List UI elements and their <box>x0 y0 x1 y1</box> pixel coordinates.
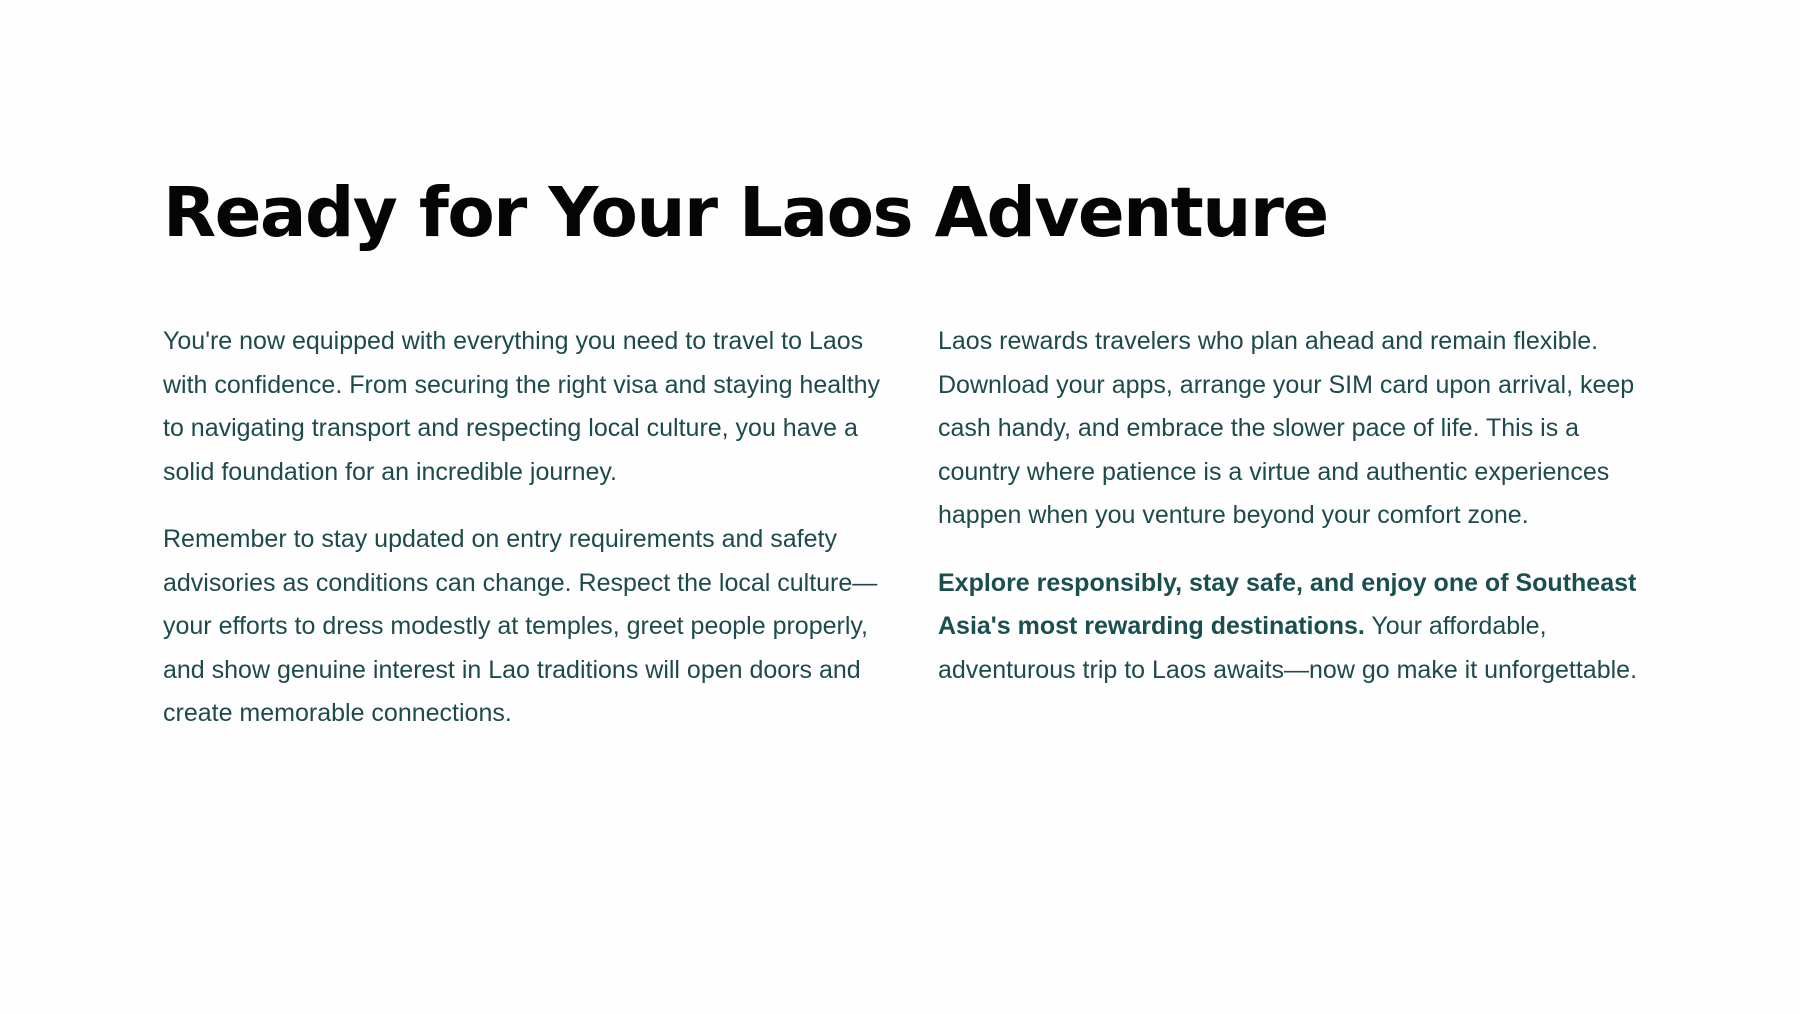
left-paragraph-1: You're now equipped with everything you need to travel to Laos with confidence. From securing the right visa and staying healthy to navigating transport and respecting local culture, you have a solid foundation for an incredible journey. <box>163 327 881 486</box>
right-paragraph-1: Laos rewards travelers who plan ahead and remain flexible. Download your apps, arrange your SIM card upon arrival, keep cash handy, and embrace the slower pace of life. This is a country where patience is a virtue and authentic experiences happen when you venture beyond your comfort zone. <box>938 327 1635 529</box>
right-paragraph-2 <box>938 562 1658 693</box>
left-column <box>163 320 883 760</box>
right-paragraph-2-emphasis: Explore responsibly, stay safe, and enjoy one of Southeast Asia's most rewarding destinations. <box>938 568 1637 640</box>
page-title: Ready for Your Laos Adventure <box>163 173 1328 253</box>
right-paragraph-2-rest: Your affordable, adventurous trip to Laos awaits—now go make it unforgettable. <box>938 612 1638 684</box>
left-paragraph-2: Remember to stay updated on entry requirements and safety advisories as conditions can change. Respect the local culture—your efforts to dress modestly at temples, greet people properly, and show genuine interest in Lao traditions will open doors and create memorable connections. <box>163 525 878 727</box>
right-column <box>938 320 1658 716</box>
